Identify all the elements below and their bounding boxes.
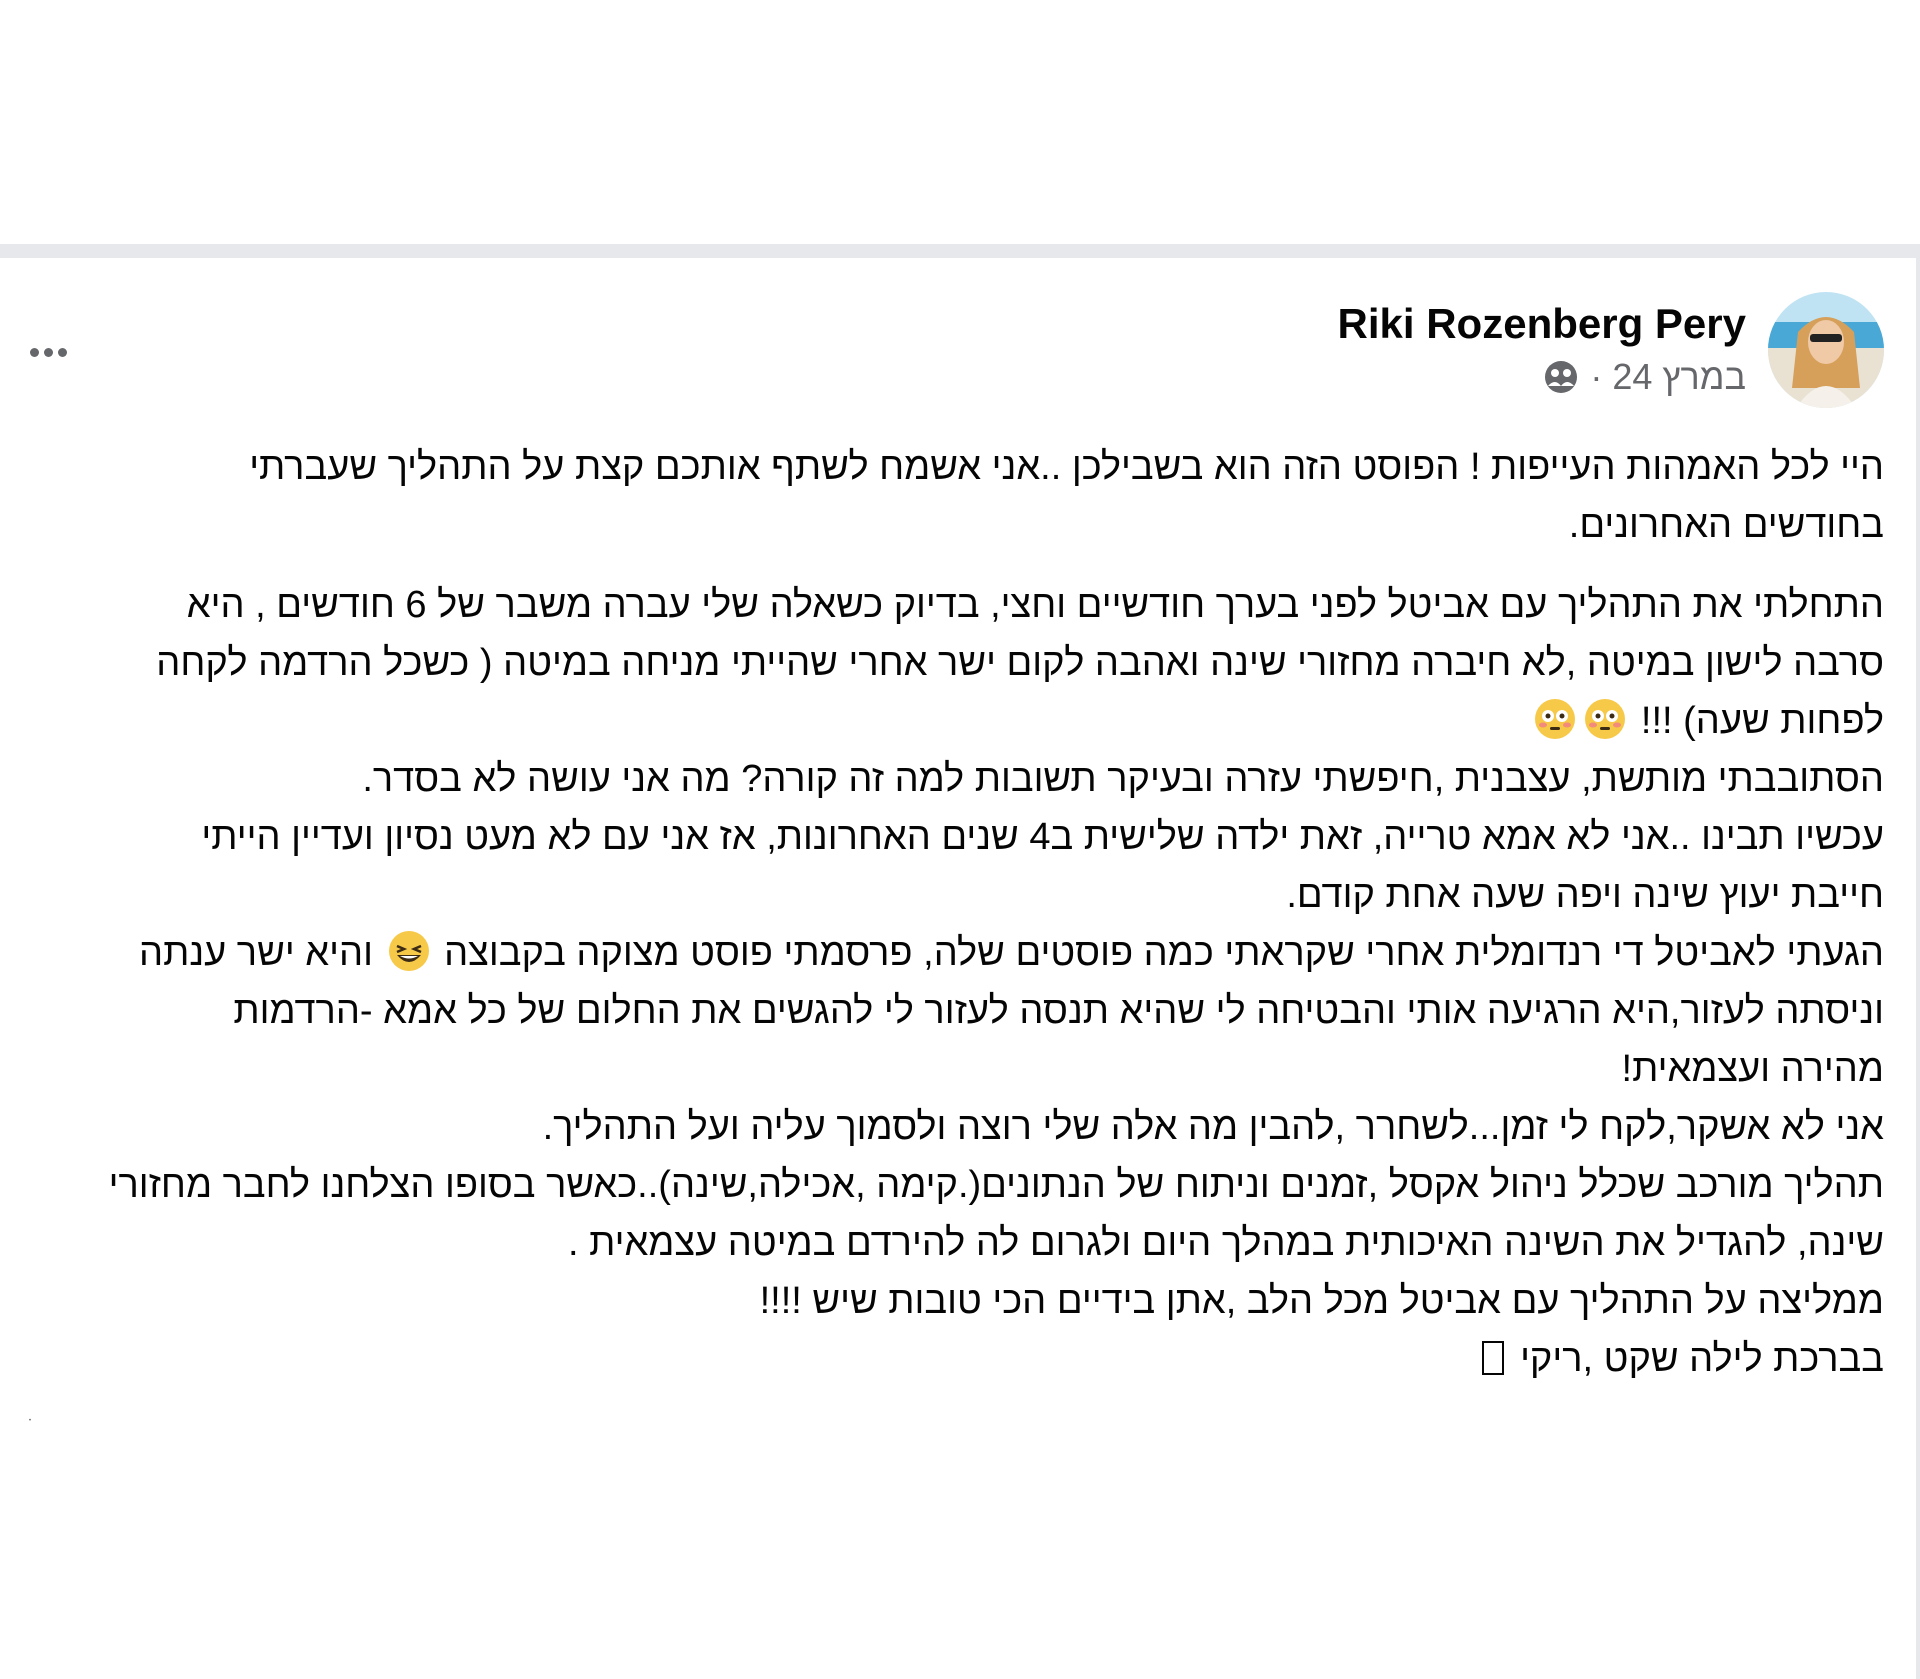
post-line: אני לא אשקר,לקח לי זמן...לשחרר ,להבין מה אלה שלי רוצה ולסמוך עליה ועל התהליך.	[542, 1106, 1884, 1148]
blank-top-area	[0, 0, 1920, 244]
post-text	[24, 438, 1884, 1388]
avatar[interactable]	[1768, 292, 1884, 408]
post-line	[24, 924, 1884, 982]
post-line-text: הגעתי לאביטל די רנדומלית אחרי שקראתי כמה פוסטים שלה, פרסמתי פוסט מצוקה בקבוצה	[444, 932, 1884, 974]
more-options-button[interactable]	[22, 333, 74, 371]
missing-glyph-box	[1482, 1341, 1504, 1375]
more-options-icon	[30, 348, 39, 357]
post-line: שינה, להגדיל את השינה האיכותית במהלך היום ולגרום לה להירדם במיטה עצמאית .	[567, 1222, 1884, 1264]
author-name[interactable]: Riki Rozenberg Pery	[1337, 300, 1746, 347]
post-line	[24, 1330, 1884, 1388]
post-line: התחלתי את התהליך עם אביטל לפני בערך חודשיים וחצי, בדיוק כשאלה שלי עברה משבר של 6 חודשים , היא	[186, 584, 1884, 626]
post-line: ממליצה על התהליך עם אביטל מכל הלב ,אתן בידיים הכי טובות שיש !!!!	[759, 1280, 1884, 1322]
post-line: וניסתה לעזור,היא הרגיעה אותי והבטיחה לי שהיא תנסה לעזור לי להגשים את החלום של כל אמא -הרדמות	[233, 990, 1884, 1032]
friends-audience-icon[interactable]	[1542, 358, 1580, 396]
post-line: תהליך מורכב שכלל ניהול אקסל ,זמנים וניתוח של הנתונים(.קימה ,אכילה,שינה)..כאשר בסופו הצלחנו לחבר מחזורי	[108, 1164, 1884, 1206]
post-line-text: לפחות שעה) !!!	[1640, 700, 1884, 742]
post-line: עכשיו תבינו ..אני לא אמא טרייה, זאת ילדה שלישית ב4 שנים האחרונות, אז אני עם לא מעט נסיון ועדיין הייתי	[201, 816, 1884, 858]
grinning-squinting-face-emoji	[387, 929, 431, 973]
post-meta	[1542, 356, 1746, 398]
post-line: הסתובבתי מותשת, עצבנית ,חיפשתי עזרה ובעיקר תשובות למה זה קורה? מה אני עושה לא בסדר.	[362, 758, 1884, 800]
flushed-face-emoji	[1583, 697, 1627, 741]
post-line: בחודשים האחרונים.	[1568, 504, 1884, 546]
post-line: חייבת יעוץ שינה ויפה שעה אחת קודם.	[1286, 874, 1884, 916]
meta-separator: ·	[1590, 356, 1603, 397]
facebook-post	[0, 258, 1920, 1679]
post-line-text: והיא ישר ענתה	[138, 932, 373, 974]
post-line-text: בברכת לילה שקט ,ריקי	[1520, 1338, 1884, 1380]
post-date[interactable]: 24 במרץ	[1612, 356, 1746, 397]
post-line: היי לכל האמהות העייפות ! הפוסט הזה הוא בשבילכן ..אני אשמח לשתף אותכם קצת על התהליך שעברתי	[249, 446, 1884, 488]
post-line: סרבה לישון במיטה ,לא חיברה מחזורי שינה ואהבה לקום ישר אחרי שהייתי מניחה במיטה ( כשכל הרדמה לקחה	[156, 642, 1884, 684]
post-line: מהירה ועצמאית!	[1621, 1048, 1884, 1090]
feed-separator	[0, 244, 1920, 258]
post-line	[24, 692, 1884, 750]
flushed-face-emoji	[1533, 697, 1577, 741]
